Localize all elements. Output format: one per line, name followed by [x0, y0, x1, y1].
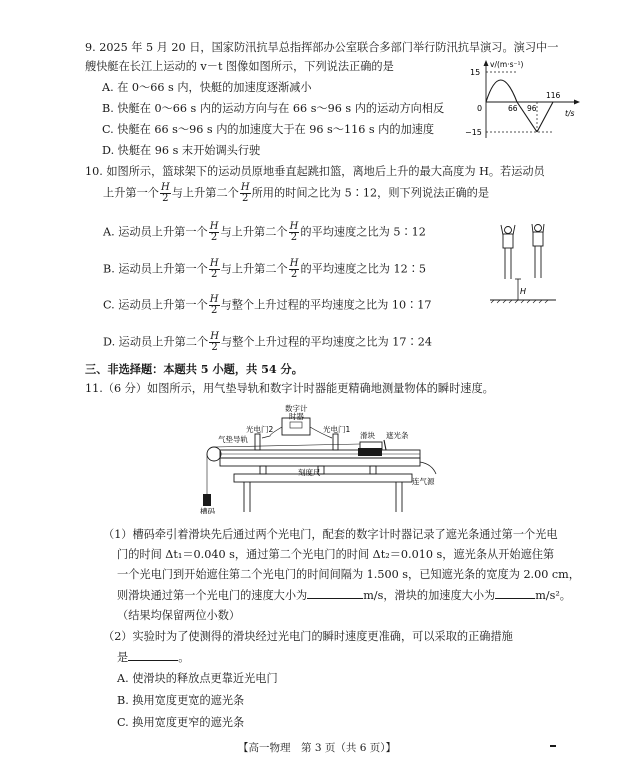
q10-option-b: B. 运动员上升第一个 $\frac{H}{2}$ 与上升第二个 $\frac{H}{2}$ 的平均速度之比为 12∶5 — [103, 258, 427, 280]
q11-p1-line4: 则滑块通过第一个光电门的速度大小为 m/s，滑块的加速度大小为 m/s²。 — [117, 589, 571, 602]
label-shade: 遮光条 — [386, 431, 409, 440]
figure-h-label: H — [520, 287, 527, 296]
q11-intro: 11.（6 分）如图所示，用气垫导轨和数字计时器能更精确地测量物体的瞬时速度。 — [85, 382, 494, 395]
label-weight: 槽码 — [200, 507, 215, 514]
graph-ylabel: v/(m·s⁻¹) — [490, 60, 524, 69]
graph-tick-66: 66 — [508, 104, 518, 113]
label-air-rail: 气垫导轨 — [218, 435, 248, 444]
graph-origin: 0 — [477, 104, 483, 113]
q11-p2-line2: 是 。 — [117, 651, 190, 664]
q11-p1-line1: （1）槽码牵引着滑块先后通过两个光电门，配套的数字计时器记录了遮光条通过第一个光电 — [103, 528, 558, 541]
graph-y-pos: 15 — [470, 68, 481, 77]
q11-airtrack-figure — [200, 402, 450, 514]
q9-option-d: D. 快艇在 96 s 末开始调头行驶 — [102, 144, 261, 157]
q9-option-b: B. 快艇在 0～66 s 内的运动方向与在 66 s～96 s 内的运动方向相反 — [102, 102, 445, 115]
q11-p1-line3: 一个光电门到开始遮住第二个光电门的时间间隔为 1.500 s，已知遮光条的宽度为 2.00 cm， — [117, 568, 580, 581]
q9-option-c: C. 快艇在 66 s～96 s 内的加速度大于在 96 s～116 s 内的加速度 — [102, 123, 435, 136]
footer-mark — [550, 745, 556, 747]
graph-xlabel: t/s — [565, 109, 575, 118]
q11-p1-note: （结果均保留两位小数） — [117, 609, 241, 622]
q9-vt-graph — [462, 58, 582, 140]
graph-tick-116: 116 — [546, 91, 561, 100]
graph-y-neg: −15 — [465, 128, 482, 137]
q11-p2-option-c: C. 换用宽度更窄的遮光条 — [117, 716, 245, 729]
q10-stem-line2: 上升第一个 $\frac{H}{2}$ 与上升第二个 $\frac{H}{2}$ 所用的时间之比为 5∶12，则下列说法正确的是 — [103, 182, 490, 204]
q9-option-a: A. 在 0～66 s 内，快艇的加速度逐渐减小 — [102, 81, 312, 94]
fraction-h-over-2: $\frac{H}{2}$ — [160, 182, 170, 204]
answer-blank-velocity[interactable] — [307, 598, 363, 599]
label-ruler: 刻度尺 — [298, 468, 321, 477]
answer-blank-acceleration[interactable] — [495, 598, 535, 599]
fraction-h-over-2: $\frac{H}{2}$ — [240, 182, 250, 204]
graph-tick-96: 96 — [527, 104, 537, 113]
q11-p2-line1: （2）实验时为了使测得的滑块经过光电门的瞬时速度更准确，可以采取的正确措施 — [103, 630, 513, 643]
answer-blank-part2[interactable] — [128, 660, 178, 661]
q11-p1-line2: 门的时间 Δt₁＝0.040 s，通过第二个光电门的时间 Δt₂＝0.010 s，遮光条从开始遮住第 — [117, 548, 555, 561]
q10-option-d: D. 运动员上升第二个 $\frac{H}{2}$ 与整个上升过程的平均速度之比为 17∶24 — [103, 331, 432, 353]
q9-stem-line2: 艘快艇在长江上运动的 v－t 图像如图所示，下列说法正确的是 — [85, 60, 394, 73]
q11-p2-option-a: A. 使滑块的释放点更靠近光电门 — [117, 672, 278, 685]
q10-basketball-figure — [488, 222, 558, 304]
section-3-header: 三、非选择题：本题共 5 小题，共 54 分。 — [85, 362, 303, 376]
label-timer-2: 时器 — [289, 412, 304, 421]
page-footer: 【高一物理 第 3 页（共 6 页）】 — [238, 742, 396, 754]
label-timer: 数字计 — [285, 404, 308, 413]
label-air-source: 连气源 — [412, 477, 435, 486]
q10-option-c: C. 运动员上升第一个 $\frac{H}{2}$ 与整个上升过程的平均速度之比为 10∶17 — [103, 294, 432, 316]
label-gate-1: 光电门1 — [323, 425, 351, 434]
q10-stem-line1: 10. 如图所示，篮球架下的运动员原地垂直起跳扣篮，离地后上升的最大高度为 H。若运动员 — [85, 165, 545, 178]
q9-stem-line1: 9. 2025 年 5 月 20 日，国家防汛抗旱总指挥部办公室联合多部门举行防汛抗旱演习。演习中一 — [85, 41, 559, 54]
label-slider: 滑块 — [360, 431, 375, 440]
label-gate-2: 光电门2 — [246, 425, 274, 434]
q10-option-a: A. 运动员上升第一个 $\frac{H}{2}$ 与上升第二个 $\frac{H}{2}$ 的平均速度之比为 5∶12 — [103, 221, 426, 243]
q11-p2-option-b: B. 换用宽度更宽的遮光条 — [117, 694, 245, 707]
